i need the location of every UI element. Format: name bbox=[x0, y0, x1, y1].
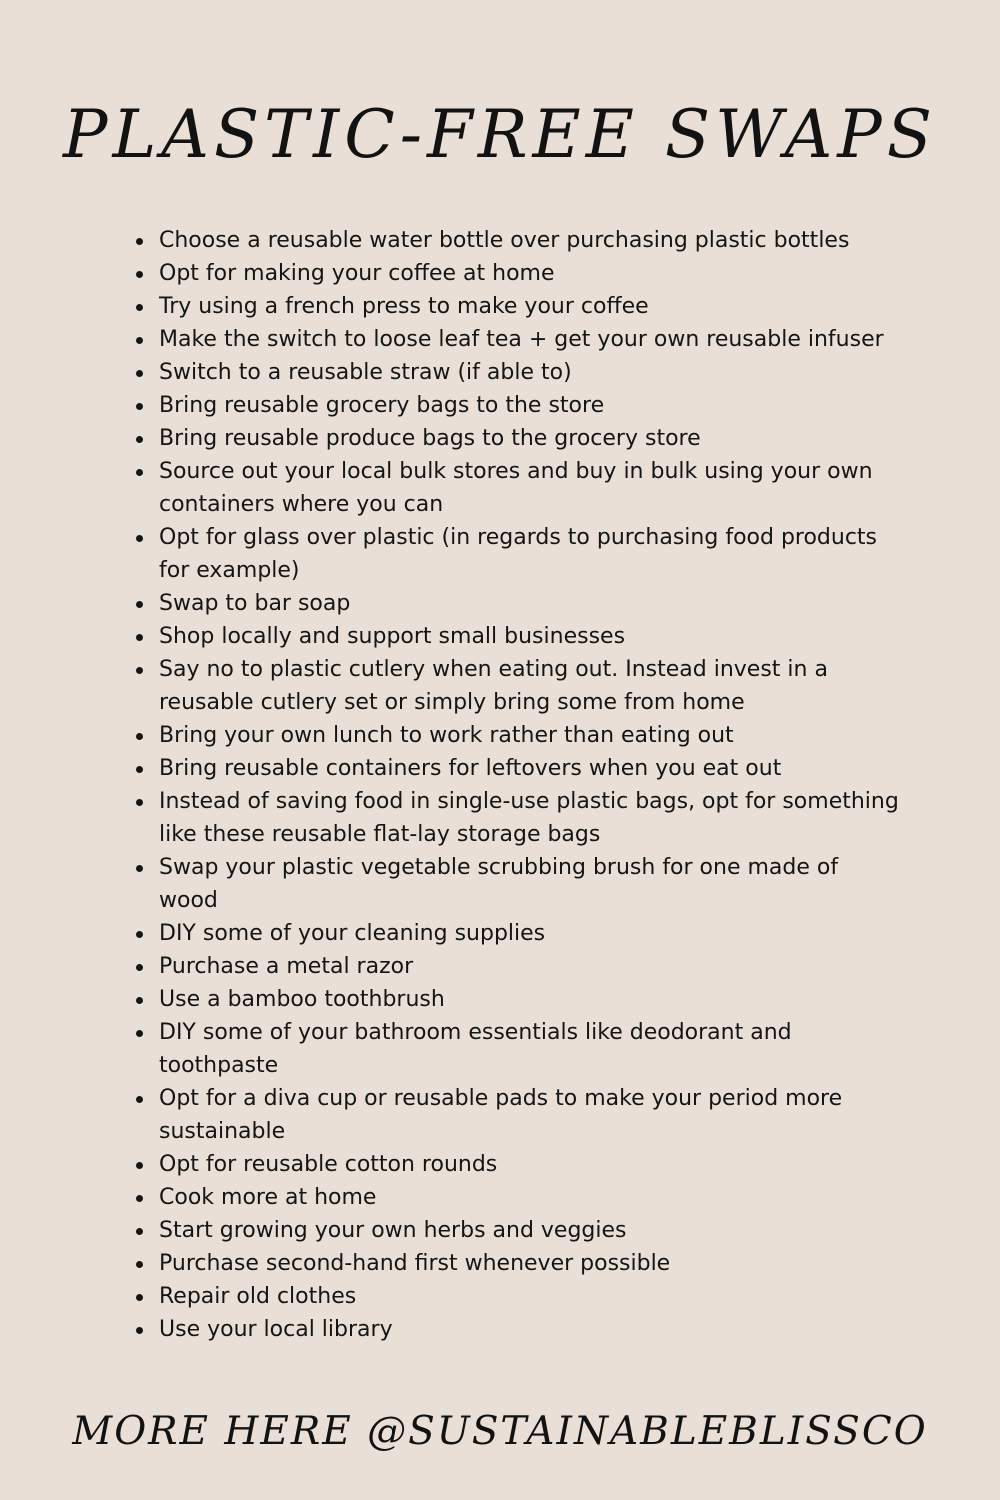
list-item: DIY some of your bathroom essentials like deodorant and toothpaste bbox=[159, 1016, 899, 1082]
list-item: Instead of saving food in single-use plastic bags, opt for something like these reusable flat-lay storage bags bbox=[159, 785, 899, 851]
list-item: Bring reusable grocery bags to the store bbox=[159, 389, 899, 422]
list-item: Opt for reusable cotton rounds bbox=[159, 1148, 899, 1181]
list-item: Make the switch to loose leaf tea + get your own reusable infuser bbox=[159, 323, 899, 356]
list-item: Swap to bar soap bbox=[159, 587, 899, 620]
list-item: Opt for making your coffee at home bbox=[159, 257, 899, 290]
list-item: Opt for glass over plastic (in regards to purchasing food products for example) bbox=[159, 521, 899, 587]
list-item: Shop locally and support small businesses bbox=[159, 620, 899, 653]
swaps-list bbox=[159, 224, 899, 1346]
footer-handle: MORE HERE @SUSTAINABLEBLISSCO bbox=[72, 1409, 928, 1454]
list-item: Bring reusable containers for leftovers when you eat out bbox=[159, 752, 899, 785]
list-item: Use a bamboo toothbrush bbox=[159, 983, 899, 1016]
list-item: Choose a reusable water bottle over purchasing plastic bottles bbox=[159, 224, 899, 257]
list-item: Opt for a diva cup or reusable pads to make your period more sustainable bbox=[159, 1082, 899, 1148]
list-item: Purchase a metal razor bbox=[159, 950, 899, 983]
page-title: PLASTIC-FREE SWAPS bbox=[63, 96, 937, 173]
list-item: Switch to a reusable straw (if able to) bbox=[159, 356, 899, 389]
list-item: Source out your local bulk stores and buy in bulk using your own containers where you can bbox=[159, 455, 899, 521]
list-item: Swap your plastic vegetable scrubbing brush for one made of wood bbox=[159, 851, 899, 917]
list-item: DIY some of your cleaning supplies bbox=[159, 917, 899, 950]
list-item: Repair old clothes bbox=[159, 1280, 899, 1313]
list-item: Cook more at home bbox=[159, 1181, 899, 1214]
list-item: Use your local library bbox=[159, 1313, 899, 1346]
list-item: Purchase second-hand first whenever possible bbox=[159, 1247, 899, 1280]
list-item: Bring reusable produce bags to the grocery store bbox=[159, 422, 899, 455]
list-item: Bring your own lunch to work rather than eating out bbox=[159, 719, 899, 752]
list-item: Start growing your own herbs and veggies bbox=[159, 1214, 899, 1247]
list-item: Say no to plastic cutlery when eating out. Instead invest in a reusable cutlery set or simply bring some from home bbox=[159, 653, 899, 719]
list-item: Try using a french press to make your coffee bbox=[159, 290, 899, 323]
